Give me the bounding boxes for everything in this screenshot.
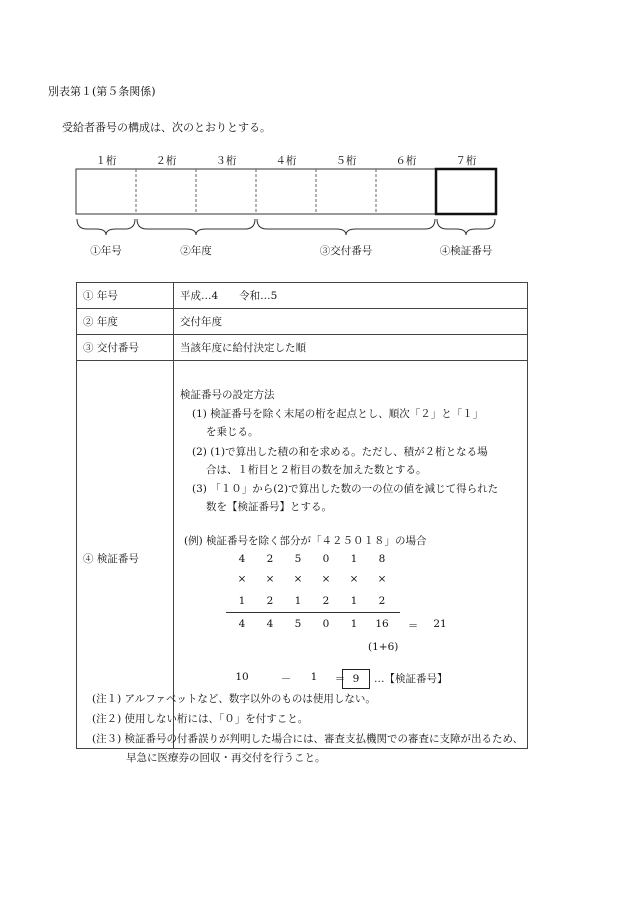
digit-label: ２桁 <box>155 155 177 167</box>
times-sign: × <box>321 573 331 585</box>
row-label: ④ 検証番号 <box>77 361 174 749</box>
example-number: 5 <box>294 553 302 565</box>
multiplier: 2 <box>266 595 274 607</box>
row-label: ② 年度 <box>77 309 174 335</box>
check-digit-cell <box>436 169 496 214</box>
sum-note: (1+6) <box>368 641 399 653</box>
table-row <box>77 335 528 361</box>
row-label: ③ 交付番号 <box>77 335 174 361</box>
brace-year <box>137 219 255 235</box>
digit-labels <box>96 154 477 167</box>
method-step-2: (2) (1)で算出した積の和を求める。ただし、積が２桁となる場 <box>192 446 488 458</box>
multiplier: 2 <box>322 595 330 607</box>
digit-label: ５桁 <box>335 155 357 167</box>
note-3-cont: 早急に医療券の回収・再交付を行うこと。 <box>126 752 326 764</box>
example-number: 0 <box>322 553 330 565</box>
example-number: 2 <box>266 553 274 565</box>
product: 5 <box>294 618 302 630</box>
method-title: 検証番号の設定方法 <box>180 389 275 401</box>
check-digit-label: …【検証番号】 <box>374 673 448 685</box>
method-step-3-cont: 数を【検証番号】とする。 <box>206 501 332 513</box>
digit-structure-diagram <box>0 0 630 280</box>
minus-sign: － <box>280 673 292 685</box>
digit-label: ４桁 <box>275 155 297 167</box>
example-title: (例) 検証番号を除く部分が「４２５０１８」の場合 <box>184 535 427 547</box>
product: 1 <box>350 618 358 630</box>
note-1: (注１) アルファベットなど、数字以外のものは使用しない。 <box>92 693 376 705</box>
note-2: (注２) 使用しない桁には、「０」を付すこと。 <box>92 713 309 725</box>
table-row <box>77 283 528 309</box>
product: 4 <box>238 618 246 630</box>
group-label: ②年度 <box>180 245 212 257</box>
equals-sign: ＝ <box>407 620 419 632</box>
digit-label: ３桁 <box>215 155 237 167</box>
brace-check-digit <box>437 219 495 235</box>
row-value: 交付年度 <box>174 309 528 335</box>
group-braces <box>77 219 495 235</box>
method-step-2-cont: 合は、１桁目と２桁目の数を加えた数とする。 <box>206 464 427 476</box>
group-labels <box>90 244 492 257</box>
group-label: ③交付番号 <box>319 245 373 257</box>
times-sign: × <box>377 573 387 585</box>
digit-label: ７桁 <box>455 155 477 167</box>
note-3: (注３) 検証番号の付番誤りが判明した場合には、審査支払機関での審査に支障が出るため、 <box>92 733 524 745</box>
sum-value: 21 <box>433 618 447 630</box>
page-heading: 別表第１(第５条関係) <box>48 85 156 98</box>
group-label: ④検証番号 <box>439 245 493 257</box>
row-value: 平成…4 令和…5 <box>174 283 528 309</box>
times-sign: × <box>265 573 275 585</box>
product: 16 <box>375 618 389 630</box>
digit-label: １桁 <box>95 155 117 167</box>
brace-issue-number <box>257 219 435 235</box>
method-step-1-cont: を乗じる。 <box>206 426 259 438</box>
check-digit-box: 9 <box>342 669 370 689</box>
method-step-1: (1) 検証番号を除く末尾の桁を起点とし、順次「２」と「１」 <box>192 408 484 420</box>
digit-label: ６桁 <box>395 155 417 167</box>
final-equals-sign: ＝ <box>334 673 346 685</box>
product: 4 <box>266 618 274 630</box>
times-sign: × <box>349 573 359 585</box>
method-step-3: (3) 「１０」から(2)で算出した数の一の位の値を減じて得られた <box>192 483 499 495</box>
row-value: 当該年度に給付決定した順 <box>174 335 528 361</box>
intro-text: 受給者番号の構成は、次のとおりとする。 <box>62 121 271 134</box>
final-subtrahend: 1 <box>310 671 318 683</box>
multiplier: 1 <box>350 595 358 607</box>
digit-dividers <box>136 169 376 214</box>
row-label: ① 年号 <box>77 283 174 309</box>
sum-rule <box>226 612 400 613</box>
explanation-table <box>76 282 528 749</box>
multiplier: 1 <box>238 595 246 607</box>
multiplier: 2 <box>378 595 386 607</box>
final-minuend: 10 <box>235 671 249 683</box>
multiplier: 1 <box>294 595 302 607</box>
example-number: 4 <box>238 553 246 565</box>
group-label: ①年号 <box>90 245 122 257</box>
brace-year-era <box>77 219 135 235</box>
times-sign: × <box>237 573 247 585</box>
table-row <box>77 309 528 335</box>
example-number: 1 <box>350 553 358 565</box>
example-number: 8 <box>378 553 386 565</box>
times-sign: × <box>293 573 303 585</box>
product: 0 <box>322 618 330 630</box>
